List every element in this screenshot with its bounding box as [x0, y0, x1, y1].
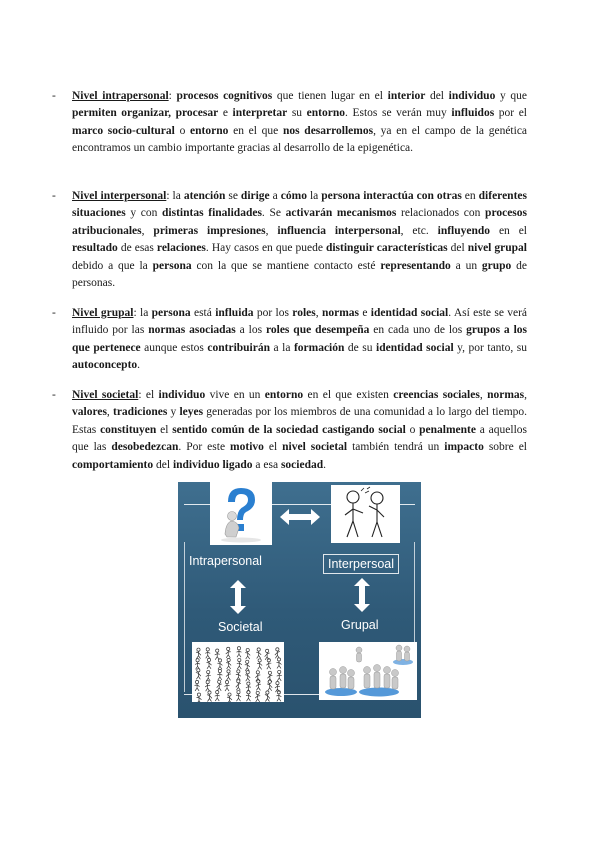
bold-term: grupo	[481, 259, 512, 272]
text-run: y que	[495, 90, 527, 102]
bold-term: comportamiento	[72, 458, 154, 471]
text-run: vive en un	[205, 389, 265, 401]
bold-term: diferentes situaciones	[72, 190, 527, 220]
text-run: , ya en el campo de la genética encontramos un cambio importante gracias al desarrollo de la epigenética.	[72, 124, 528, 155]
bold-term: atención	[183, 190, 226, 202]
two-people-talking-icon	[331, 485, 400, 543]
bullet-interpersonal	[52, 188, 527, 292]
text-run: y, por tanto, su	[453, 341, 527, 354]
text-run: . Estos se verán muy	[345, 107, 452, 120]
text-run: e	[359, 307, 371, 319]
text-run: ,	[315, 307, 322, 319]
double-arrow-horizontal-icon	[280, 509, 320, 530]
bold-term: dirige	[240, 190, 270, 202]
text-run: debido a que la	[72, 259, 153, 272]
level-title: Nivel societal	[72, 389, 139, 401]
text-run: .	[137, 359, 141, 372]
bold-term: influencia interpersonal	[277, 224, 401, 237]
bold-term: sociedad	[280, 458, 324, 471]
text-run: ,	[524, 389, 527, 401]
bold-term: normas asociadas	[148, 324, 236, 337]
levels-diagram	[178, 482, 421, 718]
bold-term: normas	[487, 389, 525, 401]
bold-term: nos desarrollemos	[282, 124, 374, 137]
bullet-dash: -	[52, 190, 56, 202]
label-grupal: Grupal	[341, 618, 379, 632]
bold-term: nivel societal	[282, 441, 348, 454]
bold-term: penalmente	[419, 423, 476, 436]
bold-term: persona	[152, 259, 192, 272]
bold-term: activarán mecanismos	[285, 207, 397, 220]
text-run: :	[168, 90, 177, 102]
bold-term: resultado	[72, 242, 118, 255]
text-run: por los	[253, 307, 293, 319]
text-run: su	[287, 107, 307, 120]
bold-term: individuo ligado	[172, 458, 253, 471]
text-run: también tendrá un	[347, 441, 445, 454]
bold-term: motivo	[230, 441, 264, 454]
text-run: : la	[133, 307, 152, 319]
bold-term: interpretar	[232, 107, 288, 120]
text-run: en cada uno de los	[369, 324, 467, 337]
text-run: del	[425, 90, 449, 102]
text-run: de personas.	[72, 259, 527, 290]
text-run: : el	[138, 389, 159, 401]
bold-term: tradiciones	[113, 406, 168, 419]
bold-term: creencias sociales	[393, 389, 480, 401]
bold-term: sentido común de la sociedad castigando social	[172, 423, 406, 436]
bullet-grupal	[52, 305, 527, 375]
double-arrow-vertical-right-icon	[354, 578, 370, 617]
bold-term: cómo	[280, 190, 307, 202]
bold-term: formación	[293, 341, 345, 354]
level-title: Nivel intrapersonal	[72, 90, 169, 102]
text-run: el	[156, 423, 173, 436]
text-run: o	[405, 423, 420, 436]
text-run: en	[461, 190, 479, 202]
text-run: ,	[265, 224, 278, 237]
bold-term: primeras impresiones	[153, 224, 266, 237]
text-run: de su	[344, 341, 377, 354]
text-run: en el	[490, 224, 528, 237]
text-run: del	[447, 242, 468, 255]
bold-term: contribuirán	[207, 341, 271, 354]
bold-term: roles	[292, 307, 316, 319]
bold-term: entorno	[306, 107, 345, 120]
bullet-dash: -	[52, 90, 56, 102]
bold-term: leyes	[179, 406, 204, 419]
text-run: a un	[450, 259, 482, 272]
text-run: del	[153, 458, 173, 471]
bold-term: persona	[151, 307, 191, 319]
text-run: de esas	[117, 242, 157, 255]
bold-term: valores	[72, 406, 107, 419]
bold-term: distinguir características	[325, 242, 448, 255]
bold-term: marco socio-cultural	[72, 124, 175, 137]
text-run: la	[306, 190, 322, 202]
bold-term: grupos a los que pertenece	[72, 324, 527, 354]
paragraph-intrapersonal	[72, 88, 527, 158]
text-run: a	[269, 190, 281, 202]
text-run: en el que existen	[303, 389, 394, 401]
bold-term: identidad social	[376, 341, 454, 354]
text-run: , etc.	[400, 224, 438, 237]
label-intrapersonal: Intrapersonal	[189, 554, 262, 568]
bold-term: identidad social	[370, 307, 449, 319]
bullet-dash: -	[52, 307, 56, 319]
bold-term: distintas finalidades	[162, 207, 262, 220]
text-run: . Por este	[178, 441, 231, 454]
diagram-left-rule	[184, 542, 185, 692]
bold-term: individuo	[448, 90, 496, 102]
people-groups-icon	[319, 642, 417, 700]
bullet-societal	[52, 387, 527, 474]
question-mark-thinker-icon	[210, 482, 272, 545]
bold-term: normas	[321, 307, 359, 319]
bold-term: entorno	[190, 124, 229, 137]
double-arrow-vertical-left-icon	[230, 580, 246, 619]
text-run: relacionados con	[396, 207, 486, 220]
bold-term: impacto	[444, 441, 484, 454]
bold-term: entorno	[264, 389, 304, 401]
text-run: que tienen lugar en el	[272, 90, 388, 102]
text-run: sobre el	[483, 441, 528, 454]
bold-term: procesos atribucionales	[72, 207, 527, 237]
bold-term: roles que desempeña	[265, 324, 370, 337]
bold-term: constituyen	[100, 423, 157, 436]
crowd-sketch-icon	[192, 642, 284, 702]
text-run: . Así este se verá influido por las	[72, 307, 528, 337]
paragraph-grupal	[72, 305, 527, 375]
level-title: Nivel grupal	[72, 307, 134, 319]
text-run: o	[174, 124, 191, 137]
bold-term: individuo	[158, 389, 206, 401]
text-run: a esa	[252, 458, 281, 471]
paragraph-societal	[72, 387, 527, 474]
bold-term: nivel grupal	[467, 242, 527, 255]
text-run: e	[218, 107, 233, 120]
text-run: está	[190, 307, 216, 319]
text-run: por el	[494, 107, 527, 120]
text-run: ,	[141, 224, 154, 237]
bold-term: influyendo	[437, 224, 491, 237]
text-run: el	[263, 441, 283, 454]
text-run: ,	[106, 406, 113, 419]
bold-term: permiten organizar, procesar	[72, 107, 219, 120]
text-run: ,	[479, 389, 488, 401]
level-title: Nivel interpersonal	[72, 190, 167, 202]
bold-term: persona interactúa con otras	[321, 190, 462, 202]
paragraph-interpersonal	[72, 188, 527, 292]
bold-term: desobedezcan	[111, 441, 179, 454]
bold-term: influida	[215, 307, 254, 319]
bold-term: procesos cognitivos	[176, 90, 273, 102]
text-run: aunque estos	[140, 341, 208, 354]
text-run: .	[323, 458, 326, 471]
text-run: a los	[235, 324, 266, 337]
bold-term: representando	[380, 259, 451, 272]
text-run: a la	[270, 341, 294, 354]
text-run: . Se	[261, 207, 286, 220]
text-run: en el que	[228, 124, 283, 137]
text-run: con la que se mantiene contacto esté	[191, 259, 381, 272]
text-run: . Hay casos en que puede	[205, 242, 326, 255]
bold-term: autoconcepto	[72, 359, 138, 372]
bullet-dash: -	[52, 389, 56, 401]
text-run: : la	[166, 190, 184, 202]
bold-term: influidos	[451, 107, 495, 120]
bold-term: relaciones	[156, 242, 206, 255]
bullet-intrapersonal	[52, 88, 527, 158]
text-run: y con	[125, 207, 163, 220]
label-societal: Societal	[218, 620, 263, 634]
bold-term: interior	[387, 90, 426, 102]
label-interpersonal: Interpersoal	[323, 554, 399, 574]
text-run: a aquellos que las	[72, 423, 528, 454]
text-run: se	[225, 190, 241, 202]
text-run: y	[167, 406, 180, 419]
text-run: generadas por los miembros de una comunidad a lo largo del tiempo. Estas	[72, 406, 528, 436]
